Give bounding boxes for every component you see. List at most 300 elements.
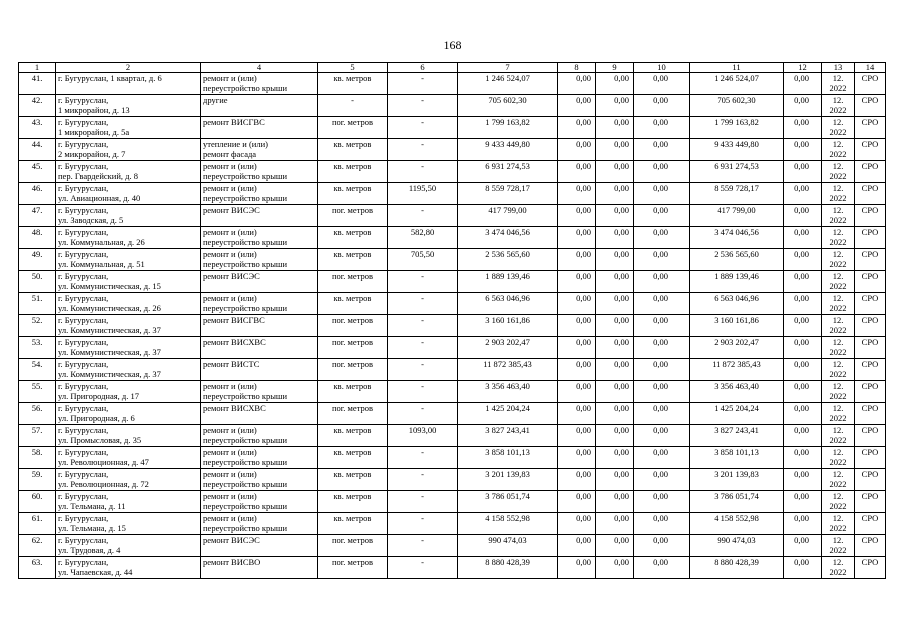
row-number: 59. [19,469,56,491]
value-cell-9: 0,00 [596,205,634,227]
row-number: 49. [19,249,56,271]
total-cell: 3 160 161,86 [690,315,784,337]
cost-cell: 417 799,00 [458,205,558,227]
value-cell-10: 0,00 [634,293,690,315]
period-cell: 12. 2022 [822,535,855,557]
total-cell: 417 799,00 [690,205,784,227]
value-cell-8: 0,00 [558,293,596,315]
value-cell-12: 0,00 [784,513,822,535]
table-row [19,337,886,359]
total-cell: 8 559 728,17 [690,183,784,205]
column-header: 14 [855,63,886,73]
quantity-cell: 1195,50 [388,183,458,205]
column-header: 1 [19,63,56,73]
unit-cell: кв. метров [318,73,388,95]
period-cell: 12. 2022 [822,227,855,249]
value-cell-10: 0,00 [634,95,690,117]
address-cell: г. Бугуруслан, ул. Коммунистическая, д. 37 [56,359,201,381]
value-cell-9: 0,00 [596,381,634,403]
cost-cell: 2 536 565,60 [458,249,558,271]
row-number: 50. [19,271,56,293]
funding-source-cell: СРО [855,557,886,579]
value-cell-10: 0,00 [634,161,690,183]
value-cell-9: 0,00 [596,557,634,579]
period-cell: 12. 2022 [822,249,855,271]
period-cell: 12. 2022 [822,183,855,205]
repair-plan-table [18,62,886,579]
quantity-cell: - [388,117,458,139]
cost-cell: 4 158 552,98 [458,513,558,535]
value-cell-9: 0,00 [596,535,634,557]
total-cell: 9 433 449,80 [690,139,784,161]
quantity-cell: - [388,293,458,315]
table-row [19,293,886,315]
value-cell-12: 0,00 [784,227,822,249]
row-number: 54. [19,359,56,381]
work-type-cell: ремонт ВИСЭС [201,535,318,557]
column-header: 8 [558,63,596,73]
cost-cell: 9 433 449,80 [458,139,558,161]
value-cell-10: 0,00 [634,491,690,513]
total-cell: 1 889 139,46 [690,271,784,293]
value-cell-9: 0,00 [596,117,634,139]
work-type-cell: ремонт ВИСХВС [201,337,318,359]
work-type-cell: ремонт ВИСГВС [201,315,318,337]
value-cell-10: 0,00 [634,315,690,337]
value-cell-12: 0,00 [784,359,822,381]
period-cell: 12. 2022 [822,161,855,183]
unit-cell: кв. метров [318,469,388,491]
value-cell-8: 0,00 [558,161,596,183]
value-cell-12: 0,00 [784,315,822,337]
row-number: 48. [19,227,56,249]
period-cell: 12. 2022 [822,491,855,513]
value-cell-9: 0,00 [596,293,634,315]
work-type-cell: утепление и (или) ремонт фасада [201,139,318,161]
address-cell: г. Бугуруслан, ул. Тельмана, д. 11 [56,491,201,513]
value-cell-10: 0,00 [634,469,690,491]
work-type-cell: ремонт и (или) переустройство крыши [201,227,318,249]
column-header: 7 [458,63,558,73]
address-cell: г. Бугуруслан, ул. Тельмана, д. 15 [56,513,201,535]
quantity-cell: - [388,403,458,425]
quantity-cell: - [388,161,458,183]
quantity-cell: - [388,381,458,403]
quantity-cell: - [388,271,458,293]
address-cell: г. Бугуруслан, ул. Коммунистическая, д. 26 [56,293,201,315]
work-type-cell: ремонт и (или) переустройство крыши [201,249,318,271]
column-header: 2 [56,63,201,73]
row-number: 41. [19,73,56,95]
value-cell-8: 0,00 [558,513,596,535]
address-cell: г. Бугуруслан, ул. Коммунальная, д. 51 [56,249,201,271]
value-cell-12: 0,00 [784,117,822,139]
value-cell-8: 0,00 [558,73,596,95]
period-cell: 12. 2022 [822,293,855,315]
address-cell: г. Бугуруслан, ул. Пригородная, д. 17 [56,381,201,403]
value-cell-10: 0,00 [634,183,690,205]
unit-cell: кв. метров [318,183,388,205]
work-type-cell: ремонт и (или) переустройство крыши [201,491,318,513]
value-cell-12: 0,00 [784,469,822,491]
quantity-cell: - [388,139,458,161]
work-type-cell: ремонт ВИСЭС [201,271,318,293]
value-cell-9: 0,00 [596,139,634,161]
value-cell-10: 0,00 [634,425,690,447]
table-row [19,227,886,249]
funding-source-cell: СРО [855,117,886,139]
address-cell: г. Бугуруслан, ул. Авиационная, д. 40 [56,183,201,205]
row-number: 56. [19,403,56,425]
unit-cell: пог. метров [318,337,388,359]
period-cell: 12. 2022 [822,205,855,227]
value-cell-8: 0,00 [558,425,596,447]
quantity-cell: - [388,491,458,513]
quantity-cell: - [388,337,458,359]
value-cell-10: 0,00 [634,359,690,381]
address-cell: г. Бугуруслан, ул. Коммунистическая, д. 15 [56,271,201,293]
unit-cell: кв. метров [318,381,388,403]
work-type-cell: ремонт и (или) переустройство крыши [201,469,318,491]
work-type-cell: ремонт и (или) переустройство крыши [201,183,318,205]
value-cell-9: 0,00 [596,513,634,535]
table-row [19,535,886,557]
total-cell: 2 536 565,60 [690,249,784,271]
cost-cell: 990 474,03 [458,535,558,557]
address-cell: г. Бугуруслан, пер. Гвардейский, д. 8 [56,161,201,183]
funding-source-cell: СРО [855,227,886,249]
period-cell: 12. 2022 [822,447,855,469]
cost-cell: 3 160 161,86 [458,315,558,337]
quantity-cell: 705,50 [388,249,458,271]
value-cell-9: 0,00 [596,271,634,293]
period-cell: 12. 2022 [822,73,855,95]
quantity-cell: - [388,513,458,535]
work-type-cell: ремонт ВИСТС [201,359,318,381]
value-cell-10: 0,00 [634,447,690,469]
work-type-cell: ремонт ВИСГВС [201,117,318,139]
unit-cell: кв. метров [318,491,388,513]
row-number: 51. [19,293,56,315]
row-number: 60. [19,491,56,513]
period-cell: 12. 2022 [822,557,855,579]
funding-source-cell: СРО [855,249,886,271]
cost-cell: 3 786 051,74 [458,491,558,513]
value-cell-9: 0,00 [596,359,634,381]
total-cell: 990 474,03 [690,535,784,557]
value-cell-8: 0,00 [558,403,596,425]
total-cell: 6 931 274,53 [690,161,784,183]
quantity-cell: - [388,469,458,491]
value-cell-10: 0,00 [634,139,690,161]
row-number: 58. [19,447,56,469]
period-cell: 12. 2022 [822,315,855,337]
table-row [19,513,886,535]
value-cell-8: 0,00 [558,469,596,491]
unit-cell: кв. метров [318,249,388,271]
funding-source-cell: СРО [855,491,886,513]
unit-cell: пог. метров [318,359,388,381]
column-header: 5 [318,63,388,73]
value-cell-9: 0,00 [596,403,634,425]
value-cell-12: 0,00 [784,161,822,183]
address-cell: г. Бугуруслан, 1 микрорайон, д. 5а [56,117,201,139]
value-cell-8: 0,00 [558,205,596,227]
unit-cell: кв. метров [318,227,388,249]
value-cell-9: 0,00 [596,227,634,249]
table-row [19,205,886,227]
table-row [19,183,886,205]
period-cell: 12. 2022 [822,513,855,535]
address-cell: г. Бугуруслан, ул. Революционная, д. 72 [56,469,201,491]
value-cell-10: 0,00 [634,227,690,249]
funding-source-cell: СРО [855,293,886,315]
value-cell-9: 0,00 [596,161,634,183]
column-header: 11 [690,63,784,73]
column-header: 6 [388,63,458,73]
value-cell-12: 0,00 [784,557,822,579]
value-cell-10: 0,00 [634,271,690,293]
table-row [19,359,886,381]
value-cell-10: 0,00 [634,381,690,403]
funding-source-cell: СРО [855,359,886,381]
value-cell-10: 0,00 [634,557,690,579]
total-cell: 4 158 552,98 [690,513,784,535]
row-number: 47. [19,205,56,227]
value-cell-8: 0,00 [558,447,596,469]
funding-source-cell: СРО [855,381,886,403]
cost-cell: 6 563 046,96 [458,293,558,315]
address-cell: г. Бугуруслан, ул. Коммунистическая, д. 37 [56,315,201,337]
total-cell: 8 880 428,39 [690,557,784,579]
period-cell: 12. 2022 [822,117,855,139]
address-cell: г. Бугуруслан, 2 микрорайон, д. 7 [56,139,201,161]
funding-source-cell: СРО [855,161,886,183]
work-type-cell: ремонт ВИСЭС [201,205,318,227]
unit-cell: кв. метров [318,293,388,315]
total-cell: 1 799 163,82 [690,117,784,139]
value-cell-8: 0,00 [558,271,596,293]
row-number: 55. [19,381,56,403]
address-cell: г. Бугуруслан, 1 микрорайон, д. 13 [56,95,201,117]
unit-cell: - [318,95,388,117]
work-type-cell: ремонт и (или) переустройство крыши [201,381,318,403]
unit-cell: пог. метров [318,117,388,139]
total-cell: 6 563 046,96 [690,293,784,315]
table-row [19,403,886,425]
quantity-cell: - [388,359,458,381]
quantity-cell: - [388,315,458,337]
row-number: 61. [19,513,56,535]
table-row [19,95,886,117]
table-row [19,469,886,491]
unit-cell: пог. метров [318,271,388,293]
row-number: 62. [19,535,56,557]
value-cell-10: 0,00 [634,513,690,535]
total-cell: 3 786 051,74 [690,491,784,513]
value-cell-12: 0,00 [784,205,822,227]
funding-source-cell: СРО [855,139,886,161]
funding-source-cell: СРО [855,95,886,117]
funding-source-cell: СРО [855,73,886,95]
value-cell-12: 0,00 [784,73,822,95]
funding-source-cell: СРО [855,403,886,425]
period-cell: 12. 2022 [822,469,855,491]
cost-cell: 6 931 274,53 [458,161,558,183]
total-cell: 3 201 139,83 [690,469,784,491]
column-header: 9 [596,63,634,73]
table-row [19,117,886,139]
period-cell: 12. 2022 [822,359,855,381]
value-cell-8: 0,00 [558,535,596,557]
quantity-cell: - [388,73,458,95]
value-cell-10: 0,00 [634,249,690,271]
row-number: 45. [19,161,56,183]
quantity-cell: - [388,447,458,469]
funding-source-cell: СРО [855,425,886,447]
table-row [19,161,886,183]
cost-cell: 705 602,30 [458,95,558,117]
address-cell: г. Бугуруслан, ул. Пригородная, д. 6 [56,403,201,425]
value-cell-8: 0,00 [558,381,596,403]
unit-cell: пог. метров [318,205,388,227]
value-cell-9: 0,00 [596,95,634,117]
value-cell-9: 0,00 [596,183,634,205]
row-number: 53. [19,337,56,359]
address-cell: г. Бугуруслан, ул. Промысловая, д. 35 [56,425,201,447]
table-row [19,447,886,469]
value-cell-9: 0,00 [596,337,634,359]
value-cell-10: 0,00 [634,535,690,557]
value-cell-12: 0,00 [784,491,822,513]
funding-source-cell: СРО [855,447,886,469]
funding-source-cell: СРО [855,315,886,337]
unit-cell: пог. метров [318,403,388,425]
funding-source-cell: СРО [855,513,886,535]
value-cell-12: 0,00 [784,381,822,403]
unit-cell: кв. метров [318,139,388,161]
table-row [19,557,886,579]
total-cell: 3 858 101,13 [690,447,784,469]
value-cell-8: 0,00 [558,557,596,579]
quantity-cell: - [388,205,458,227]
work-type-cell: ремонт ВИСВО [201,557,318,579]
cost-cell: 1 889 139,46 [458,271,558,293]
value-cell-12: 0,00 [784,535,822,557]
value-cell-10: 0,00 [634,403,690,425]
total-cell: 3 827 243,41 [690,425,784,447]
column-header: 4 [201,63,318,73]
unit-cell: пог. метров [318,535,388,557]
row-number: 43. [19,117,56,139]
value-cell-8: 0,00 [558,227,596,249]
value-cell-12: 0,00 [784,447,822,469]
address-cell: г. Бугуруслан, ул. Чапаевская, д. 44 [56,557,201,579]
value-cell-8: 0,00 [558,337,596,359]
total-cell: 1 425 204,24 [690,403,784,425]
column-header: 10 [634,63,690,73]
work-type-cell: ремонт и (или) переустройство крыши [201,293,318,315]
value-cell-8: 0,00 [558,95,596,117]
column-header: 13 [822,63,855,73]
value-cell-12: 0,00 [784,403,822,425]
value-cell-9: 0,00 [596,249,634,271]
address-cell: г. Бугуруслан, ул. Коммунальная, д. 26 [56,227,201,249]
cost-cell: 8 880 428,39 [458,557,558,579]
table-row [19,139,886,161]
cost-cell: 8 559 728,17 [458,183,558,205]
work-type-cell: ремонт и (или) переустройство крыши [201,447,318,469]
value-cell-9: 0,00 [596,315,634,337]
cost-cell: 3 201 139,83 [458,469,558,491]
address-cell: г. Бугуруслан, ул. Заводская, д. 5 [56,205,201,227]
quantity-cell: - [388,557,458,579]
value-cell-12: 0,00 [784,183,822,205]
table-row [19,249,886,271]
value-cell-10: 0,00 [634,205,690,227]
value-cell-12: 0,00 [784,139,822,161]
total-cell: 11 872 385,43 [690,359,784,381]
value-cell-8: 0,00 [558,139,596,161]
period-cell: 12. 2022 [822,95,855,117]
value-cell-9: 0,00 [596,491,634,513]
value-cell-10: 0,00 [634,337,690,359]
cost-cell: 3 827 243,41 [458,425,558,447]
value-cell-12: 0,00 [784,95,822,117]
quantity-cell: - [388,95,458,117]
value-cell-12: 0,00 [784,425,822,447]
cost-cell: 3 356 463,40 [458,381,558,403]
period-cell: 12. 2022 [822,271,855,293]
total-cell: 3 356 463,40 [690,381,784,403]
unit-cell: пог. метров [318,315,388,337]
value-cell-8: 0,00 [558,183,596,205]
funding-source-cell: СРО [855,205,886,227]
page-number: 168 [443,38,462,52]
cost-cell: 2 903 202,47 [458,337,558,359]
unit-cell: кв. метров [318,447,388,469]
table-row [19,73,886,95]
value-cell-8: 0,00 [558,249,596,271]
value-cell-9: 0,00 [596,469,634,491]
total-cell: 2 903 202,47 [690,337,784,359]
value-cell-10: 0,00 [634,73,690,95]
value-cell-8: 0,00 [558,315,596,337]
period-cell: 12. 2022 [822,425,855,447]
value-cell-8: 0,00 [558,491,596,513]
table-row [19,381,886,403]
value-cell-8: 0,00 [558,359,596,381]
address-cell: г. Бугуруслан, ул. Трудовая, д. 4 [56,535,201,557]
cost-cell: 3 858 101,13 [458,447,558,469]
work-type-cell: ремонт и (или) переустройство крыши [201,73,318,95]
funding-source-cell: СРО [855,271,886,293]
value-cell-8: 0,00 [558,117,596,139]
header-row [19,63,886,73]
row-number: 52. [19,315,56,337]
total-cell: 705 602,30 [690,95,784,117]
unit-cell: пог. метров [318,557,388,579]
value-cell-9: 0,00 [596,73,634,95]
value-cell-10: 0,00 [634,117,690,139]
unit-cell: кв. метров [318,425,388,447]
period-cell: 12. 2022 [822,381,855,403]
quantity-cell: - [388,535,458,557]
table-row [19,491,886,513]
unit-cell: кв. метров [318,513,388,535]
funding-source-cell: СРО [855,337,886,359]
value-cell-9: 0,00 [596,425,634,447]
